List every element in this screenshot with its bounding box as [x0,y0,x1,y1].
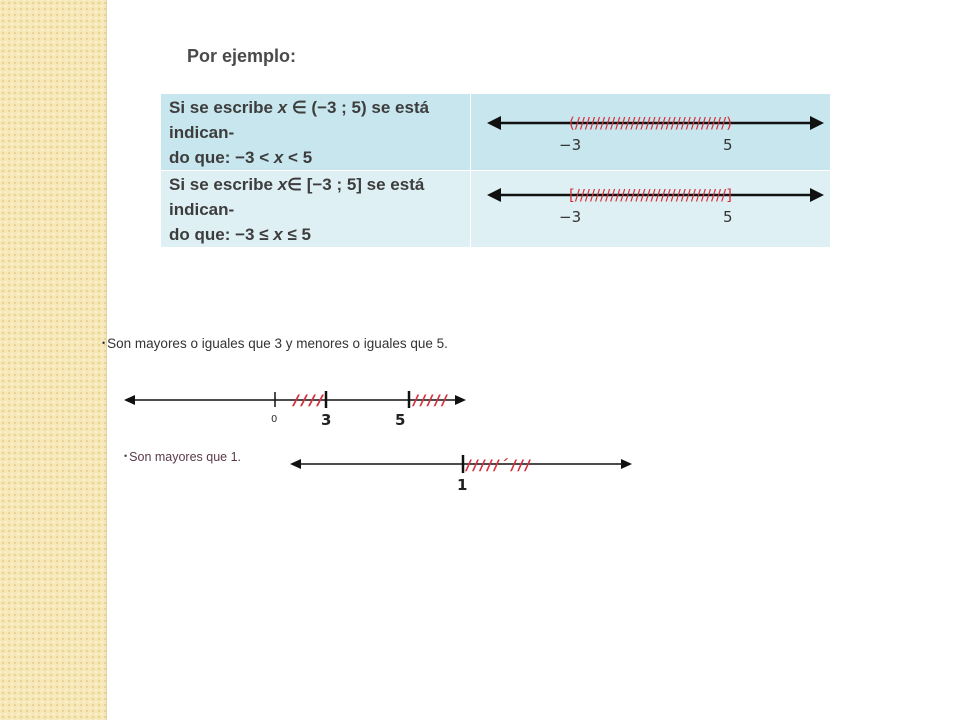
closed-interval-number-line [471,171,830,247]
open-interval-number-line [471,94,830,170]
right-endpoint-label: 5 [723,136,733,154]
page-heading: Por ejemplo: [187,46,297,66]
hatch-right: ///// [412,393,449,409]
right-arrow-icon [810,116,824,130]
hatch-left: //// [292,393,325,409]
interval-hatch: [//////////////////////////////] [569,186,732,204]
interval-description: Si se escribe x ∈ (−3 ; 5) se está indican- do que: −3 < x < 5 [161,94,471,171]
exercise-2-number-line [284,450,644,495]
zero-label: 0 [271,414,278,425]
left-endpoint-label: −3 [559,208,582,226]
hatch: /////´/// [465,458,532,474]
left-arrow-icon [487,188,501,202]
decorative-side-strip [0,0,107,720]
interval-hatch: (//////////////////////////////) [569,114,732,132]
exercise-1-number-line [118,385,478,435]
interval-examples-table [160,93,831,248]
left-arrow-icon [290,459,301,469]
exercise-1-statement: • Son mayores o iguales que 3 y menores o iguales que 5. [102,336,448,351]
left-arrow-icon [487,116,501,130]
exercise-2-statement: • Son mayores que 1. [124,450,242,464]
bullet-icon: • [102,338,106,348]
right-arrow-icon [621,459,632,469]
left-endpoint-label: −3 [559,136,582,154]
table-row [161,171,831,248]
left-arrow-icon [124,395,135,405]
right-arrow-icon [810,188,824,202]
right-arrow-icon [455,395,466,405]
number-line-cell [471,94,831,171]
label-3: 3 [321,411,332,429]
interval-description: Si se escribe x∈ [−3 ; 5] se está indican- do que: −3 ≤ x ≤ 5 [161,171,471,248]
table-row [161,94,831,171]
bullet-icon: • [124,451,128,461]
number-line-cell [471,171,831,248]
right-endpoint-label: 5 [723,208,733,226]
label-5: 5 [395,411,406,429]
label-1: 1 [457,476,468,494]
